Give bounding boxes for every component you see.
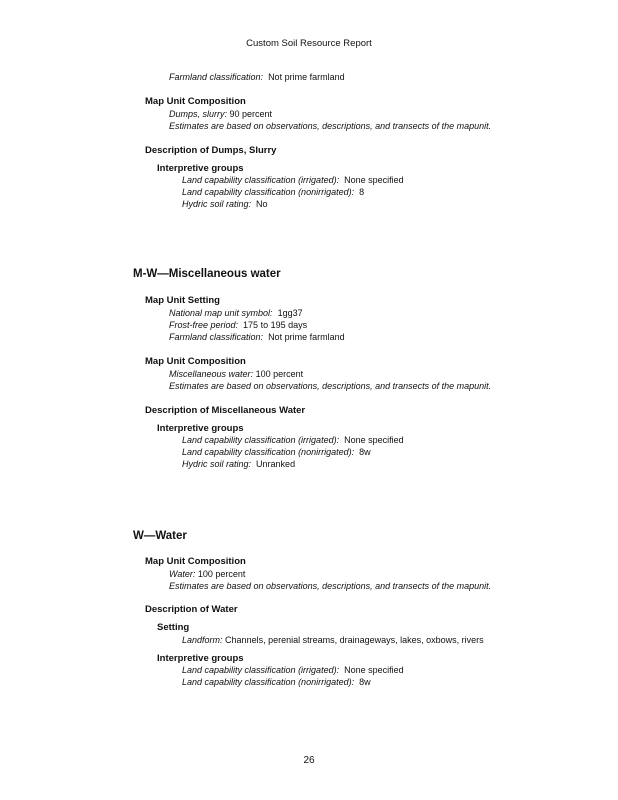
water-lcc-nonirrigated — [182, 676, 371, 688]
dumps-hydric-label: Hydric soil rating: — [182, 199, 252, 209]
dumps-lcc-irrigated-label: Land capability classification (irrigated): — [182, 175, 340, 185]
water-composition-heading: Map Unit Composition — [145, 556, 246, 567]
page-header: Custom Soil Resource Report — [246, 38, 372, 49]
water-description-heading: Description of Water — [145, 604, 238, 615]
water-lcc-nonirrigated-label: Land capability classification (nonirrigated): — [182, 677, 355, 687]
dumps-lcc-nonirrigated — [182, 186, 364, 198]
water-landform-value: Channels, perenial streams, drainageways, lakes, oxbows, rivers — [225, 635, 484, 645]
misc-estimates: Estimates are based on observations, descriptions, and transects of the mapunit. — [169, 381, 492, 391]
misc-farmland-label: Farmland classification: — [169, 332, 264, 342]
misc-farmland-value: Not prime farmland — [268, 332, 345, 342]
misc-symbol-value: 1gg37 — [277, 308, 303, 318]
misc-lcc-irrigated — [182, 434, 404, 446]
misc-lcc-nonirrigated-label: Land capability classification (nonirrigated): — [182, 447, 355, 457]
water-setting-heading: Setting — [157, 622, 190, 633]
misc-lcc-nonirrigated-value: 8w — [359, 447, 371, 457]
dumps-lcc-nonirrigated-value: 8 — [359, 187, 365, 197]
water-lcc-irrigated-value: None specified — [344, 665, 404, 675]
dumps-lcc-nonirrigated-label: Land capability classification (nonirrigated): — [182, 187, 355, 197]
misc-composition-value: 100 percent — [255, 369, 304, 379]
misc-interpretive-heading: Interpretive groups — [157, 423, 244, 434]
water-landform-line — [182, 634, 484, 646]
water-lcc-irrigated — [182, 664, 404, 676]
water-composition-line — [169, 568, 245, 580]
dumps-composition-value: 90 percent — [229, 109, 273, 119]
water-title: W—Water — [133, 530, 187, 542]
page-number: 26 — [303, 755, 315, 766]
dumps-description-heading: Description of Dumps, Slurry — [145, 145, 277, 156]
misc-water-title: M-W—Miscellaneous water — [133, 268, 281, 280]
dumps-composition-heading: Map Unit Composition — [145, 96, 246, 107]
dumps-hydric-value: No — [256, 199, 268, 209]
misc-composition-line — [169, 368, 303, 380]
dumps-interpretive-heading: Interpretive groups — [157, 163, 244, 174]
water-lcc-irrigated-label: Land capability classification (irrigated): — [182, 665, 340, 675]
misc-hydric — [182, 458, 295, 470]
misc-description-heading: Description of Miscellaneous Water — [145, 405, 306, 416]
water-landform-label: Landform: — [182, 635, 223, 645]
misc-frost-line — [169, 319, 307, 331]
dumps-lcc-irrigated — [182, 174, 404, 186]
water-lcc-nonirrigated-value: 8w — [359, 677, 371, 687]
misc-frost-label: Frost-free period: — [169, 320, 239, 330]
misc-hydric-value: Unranked — [256, 459, 296, 469]
misc-setting-heading: Map Unit Setting — [145, 295, 220, 306]
dumps-estimates: Estimates are based on observations, descriptions, and transects of the mapunit. — [169, 121, 492, 131]
misc-symbol-line — [169, 307, 303, 319]
misc-composition-label: Miscellaneous water: — [169, 369, 254, 379]
misc-frost-value: 175 to 195 days — [243, 320, 308, 330]
water-composition-value: 100 percent — [197, 569, 246, 579]
dumps-hydric — [182, 198, 268, 210]
dumps-lcc-irrigated-value: None specified — [344, 175, 404, 185]
misc-lcc-irrigated-value: None specified — [344, 435, 404, 445]
water-interpretive-heading: Interpretive groups — [157, 653, 244, 664]
dumps-farmland-line — [169, 71, 345, 83]
misc-lcc-nonirrigated — [182, 446, 371, 458]
misc-hydric-label: Hydric soil rating: — [182, 459, 252, 469]
water-estimates: Estimates are based on observations, descriptions, and transects of the mapunit. — [169, 581, 492, 591]
misc-symbol-label: National map unit symbol: — [169, 308, 273, 318]
water-composition-label: Water: — [169, 569, 196, 579]
misc-lcc-irrigated-label: Land capability classification (irrigated): — [182, 435, 340, 445]
dumps-composition-label: Dumps, slurry: — [169, 109, 228, 119]
misc-farmland-line — [169, 331, 345, 343]
dumps-farmland-label: Farmland classification: — [169, 72, 264, 82]
misc-composition-heading: Map Unit Composition — [145, 356, 246, 367]
dumps-farmland-value: Not prime farmland — [268, 72, 345, 82]
dumps-composition-line — [169, 108, 272, 120]
